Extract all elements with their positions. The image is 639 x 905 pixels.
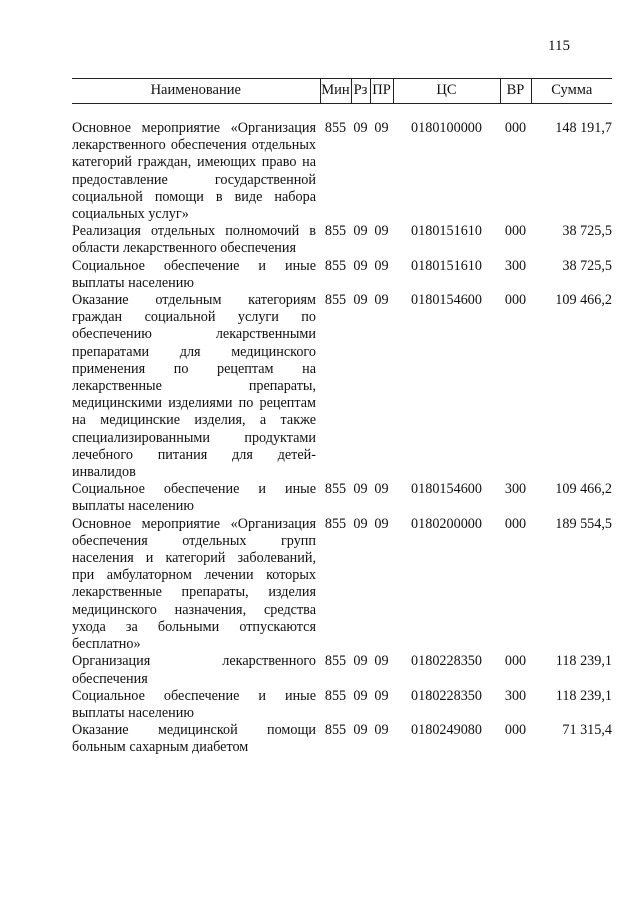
- row-vr: 000: [504, 292, 527, 309]
- table-row: [72, 688, 612, 722]
- header-spacer: [72, 104, 612, 121]
- row-cs: 0180154600: [411, 481, 482, 498]
- row-name: Оказание медицинской помощи больным сахарным диабетом: [72, 722, 316, 756]
- row-rz: 09: [353, 653, 368, 670]
- header-vr: ВР: [500, 79, 531, 104]
- row-cs: 0180154600: [411, 292, 482, 309]
- table-row: [72, 292, 612, 481]
- row-rz: 09: [353, 120, 368, 136]
- row-name: Оказание отдельным категориям граждан социальной услуги по обеспечению лекарственными препаратами для медицинского применения по рецептам на лекарственные препараты, медицинскими изделиями по рецептам на медицинские изделия, а также специализированными продуктами лечебного питания для детей-инвалидов: [72, 292, 316, 481]
- row-min: 855: [324, 722, 347, 739]
- row-pr: 09: [374, 223, 389, 240]
- row-rz: 09: [353, 515, 368, 532]
- row-cs: 0180228350: [411, 653, 482, 670]
- header-name: Наименование: [72, 79, 320, 104]
- row-rz: 09: [353, 722, 368, 739]
- table-row: [72, 481, 612, 515]
- row-pr: 09: [374, 481, 389, 498]
- row-vr: 000: [504, 722, 527, 739]
- table-header-row: [72, 79, 612, 104]
- row-cs: 0180200000: [411, 515, 482, 532]
- row-rz: 09: [353, 223, 368, 240]
- row-vr: 000: [504, 120, 527, 136]
- row-sum: 189 554,5: [555, 515, 612, 532]
- row-min: 855: [324, 515, 347, 532]
- row-sum: 109 466,2: [555, 481, 612, 498]
- row-cs: 0180100000: [411, 120, 482, 136]
- header-pr: ПР: [370, 79, 393, 104]
- row-pr: 09: [374, 722, 389, 739]
- header-cs: ЦС: [393, 79, 500, 104]
- row-name: Социальное обеспечение и иные выплаты населению: [72, 687, 316, 721]
- table-row: [72, 223, 612, 257]
- row-pr: 09: [374, 120, 389, 136]
- row-cs: 0180249080: [411, 722, 482, 739]
- row-rz: 09: [353, 292, 368, 309]
- row-sum: 71 315,4: [562, 722, 612, 739]
- row-vr: 300: [504, 687, 527, 704]
- row-pr: 09: [374, 653, 389, 670]
- row-vr: 000: [504, 223, 527, 240]
- row-cs: 0180151610: [411, 223, 482, 240]
- row-name: Организация лекарственного обеспечения: [72, 653, 316, 687]
- row-name: Реализация отдельных полномочий в области лекарственного обеспечения: [72, 223, 316, 257]
- header-rz: Рз: [351, 79, 370, 104]
- row-min: 855: [324, 481, 347, 498]
- page-number: 115: [548, 38, 570, 54]
- row-min: 855: [324, 292, 347, 309]
- table-row: [72, 722, 612, 756]
- row-min: 855: [324, 120, 347, 136]
- row-cs: 0180228350: [411, 687, 482, 704]
- row-min: 855: [324, 687, 347, 704]
- row-name: Социальное обеспечение и иные выплаты населению: [72, 257, 316, 291]
- row-pr: 09: [374, 515, 389, 532]
- row-sum: 38 725,5: [562, 257, 612, 274]
- row-min: 855: [324, 223, 347, 240]
- table-row: [72, 653, 612, 687]
- table-row: [72, 258, 612, 292]
- row-name: Основное мероприятие «Организация лекарственного обеспечения отдельных категорий граждан, имеющих право на предоставление государственной социальной помощи в виде набора социальных услуг»: [72, 120, 316, 223]
- row-pr: 09: [374, 292, 389, 309]
- row-pr: 09: [374, 687, 389, 704]
- row-rz: 09: [353, 687, 368, 704]
- row-sum: 118 239,1: [555, 687, 612, 704]
- row-min: 855: [324, 653, 347, 670]
- row-sum: 118 239,1: [555, 653, 612, 670]
- row-vr: 000: [504, 653, 527, 670]
- row-pr: 09: [374, 257, 389, 274]
- row-cs: 0180151610: [411, 257, 482, 274]
- row-sum: 38 725,5: [562, 223, 612, 240]
- row-vr: 000: [504, 515, 527, 532]
- row-sum: 109 466,2: [555, 292, 612, 309]
- row-rz: 09: [353, 481, 368, 498]
- header-sum: Сумма: [531, 79, 612, 104]
- row-vr: 300: [504, 481, 527, 498]
- row-name: Социальное обеспечение и иные выплаты населению: [72, 481, 316, 515]
- budget-table: [72, 78, 612, 757]
- header-min: Мин: [320, 79, 351, 104]
- row-name: Основное мероприятие «Организация обеспечения отдельных групп населения и категорий заболеваний, при амбулаторном лечении которых лекарственные препараты, изделия медицинского назначения, средства ухода за больными отпускаются бесплатно»: [72, 515, 316, 653]
- table-row: [72, 120, 612, 223]
- row-vr: 300: [504, 257, 527, 274]
- row-sum: 148 191,7: [555, 120, 612, 136]
- table-row: [72, 516, 612, 654]
- row-min: 855: [324, 257, 347, 274]
- row-rz: 09: [353, 257, 368, 274]
